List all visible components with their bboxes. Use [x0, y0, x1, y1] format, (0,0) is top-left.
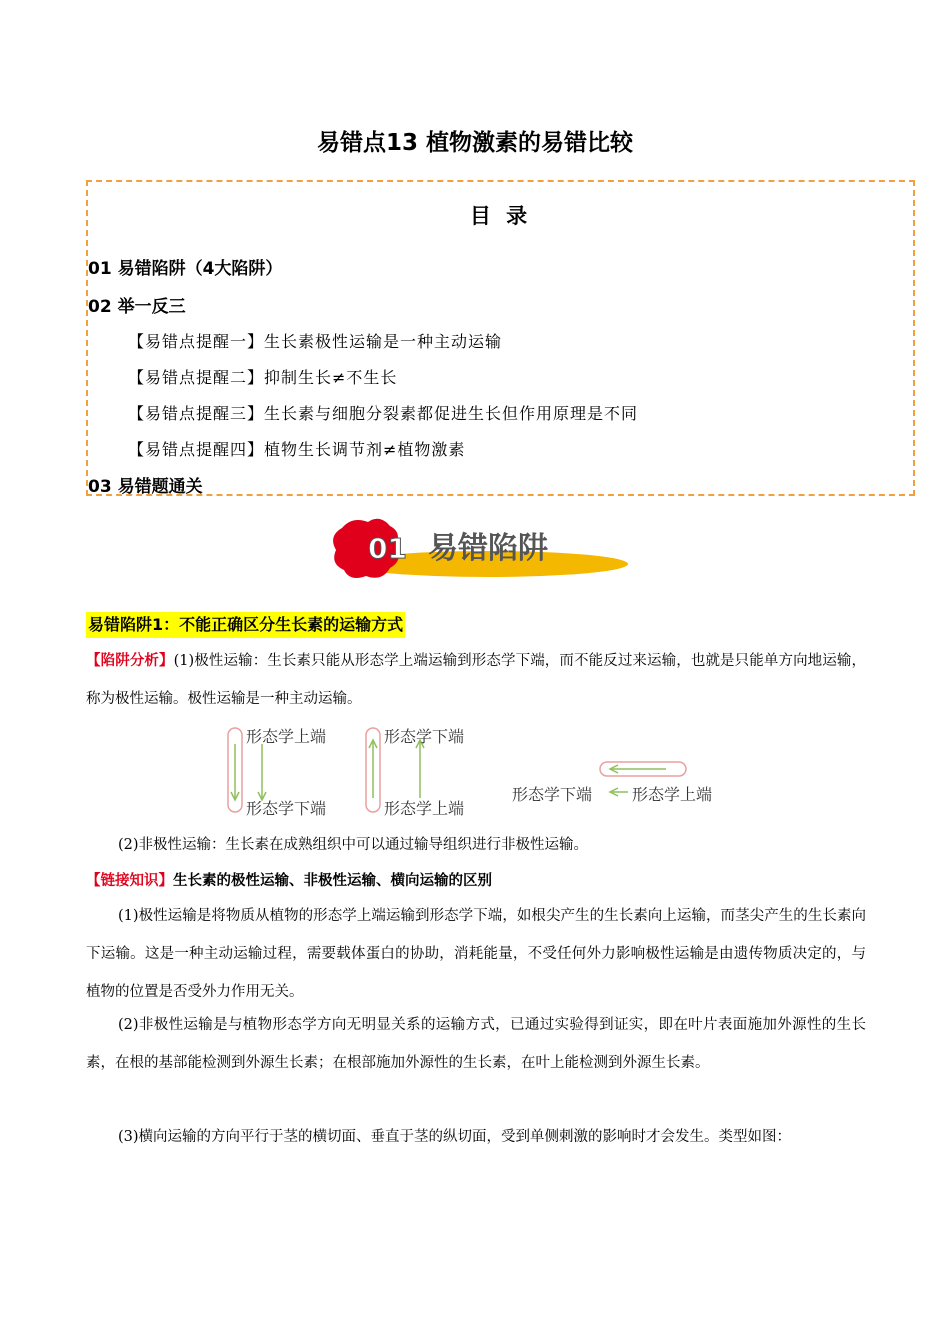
link-title: 生长素的极性运输、非极性运输、横向运输的区别: [173, 872, 492, 889]
analysis-text: (1)极性运输：生长素只能从形态学上端运输到形态学下端，而不能反过来运输，也就是只能单方向地运输，称为极性运输。极性运输是一种主动运输。: [86, 653, 866, 707]
link-paragraph-1: (1)极性运输是将物质从植物的形态学上端运输到形态学下端，如根尖产生的生长素向上运输，而茎尖产生的生长素向下运输。这是一种主动运输过程，需要载体蛋白的协助，消耗能量，不受任何外力影响极性运输是由遗传物质决定的，与植物的位置是否受外力作用无关。: [86, 908, 866, 1000]
analysis-tag: 【陷阱分析】: [86, 652, 174, 669]
label-bottom-1: 形态学下端: [246, 799, 327, 818]
toc-section-1[interactable]: 01 易错陷阱（4大陷阱）: [88, 259, 283, 279]
banner-text: 易错陷阱: [428, 531, 548, 566]
toc-section-3[interactable]: 03 易错题通关: [88, 477, 203, 497]
banner-number: 01: [368, 532, 407, 565]
toc-item-2[interactable]: 【易错点提醒二】抑制生长≠不生长: [128, 368, 398, 387]
toc-item-3[interactable]: 【易错点提醒三】生长素与细胞分裂素都促进生长但作用原理是不同: [128, 404, 639, 423]
label-right-3: 形态学上端: [632, 785, 713, 804]
label-top-1: 形态学上端: [246, 727, 327, 746]
link-knowledge-heading: [86, 862, 866, 900]
link-paragraph-3: (3)横向运输的方向平行于茎的横切面、垂直于茎的纵切面，受到单侧刺激的影响时才会发生。类型如图：: [118, 1129, 792, 1145]
label-left-3: 形态学下端: [512, 785, 593, 804]
section-banner: [328, 516, 628, 582]
toc-section-2[interactable]: 02 举一反三: [88, 297, 186, 317]
link-paragraph-2: (2)非极性运输是与植物形态学方向无明显关系的运输方式，已通过实验得到证实，即在叶片表面施加外源性的生长素，在根的基部能检测到外源生长素；在根部施加外源性的生长素，在叶上能检测到外源生长素。: [86, 1017, 866, 1071]
polar-transport-figure: [220, 720, 740, 820]
toc-item-1[interactable]: 【易错点提醒一】生长素极性运输是一种主动运输: [128, 332, 503, 351]
trap-title: 易错陷阱1：不能正确区分生长素的运输方式: [86, 612, 405, 638]
analysis-paragraph: [86, 642, 866, 718]
nonpolar-paragraph: (2)非极性运输：生长素在成熟组织中可以通过输导组织进行非极性运输。: [118, 837, 589, 853]
link-tag: 【链接知识】: [86, 872, 173, 889]
toc-item-4[interactable]: 【易错点提醒四】植物生长调节剂≠植物激素: [128, 440, 466, 459]
label-bottom-2: 形态学上端: [384, 799, 465, 818]
page-title: 易错点13 植物激素的易错比较: [316, 130, 633, 156]
toc-heading: 目 录: [469, 204, 532, 228]
label-top-2: 形态学下端: [384, 727, 465, 746]
table-of-contents: [86, 180, 915, 496]
